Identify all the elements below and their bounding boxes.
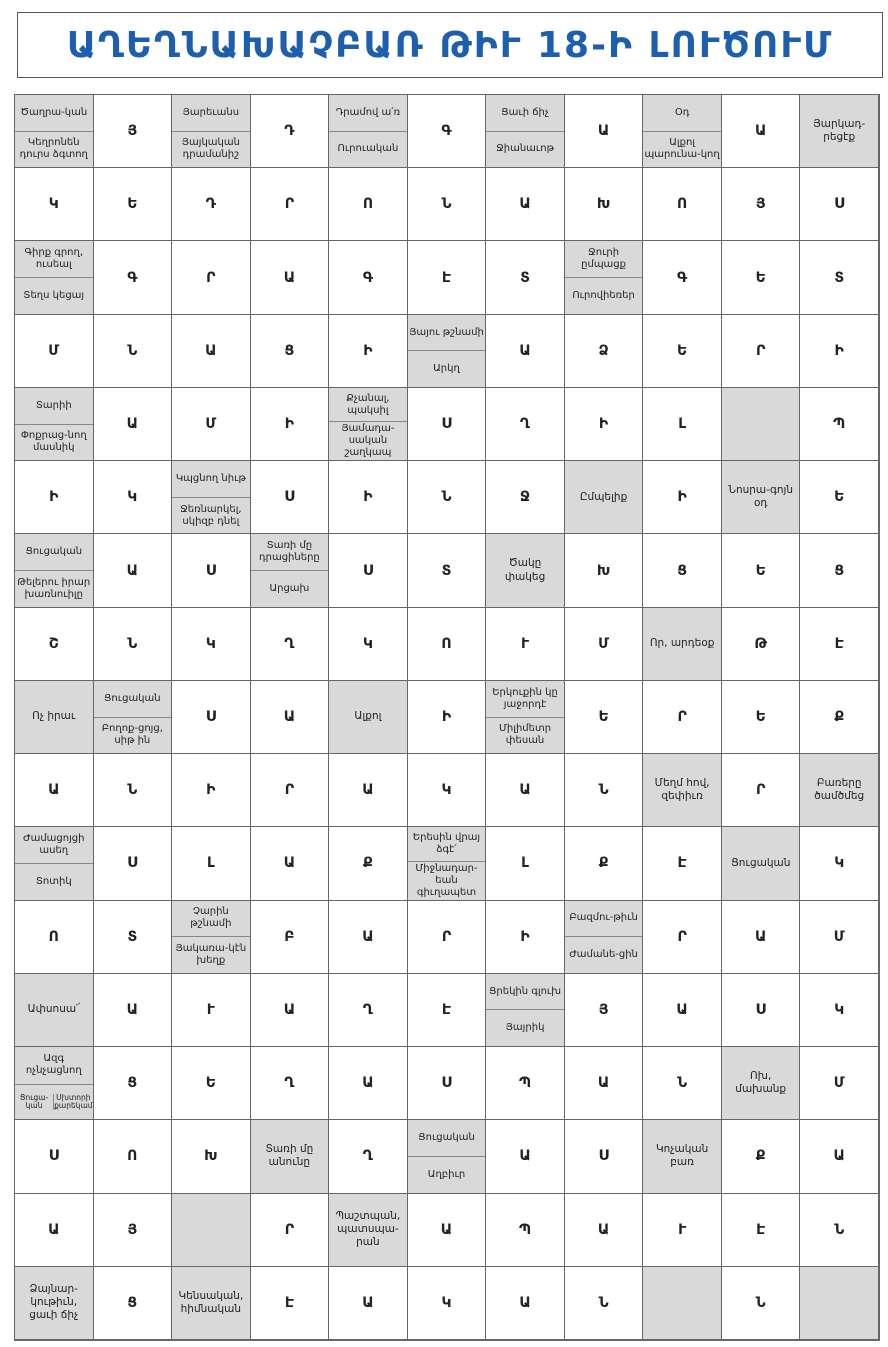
letter-cell: Գ (643, 241, 722, 314)
double-clue-cell (15, 95, 94, 168)
letter-cell: Ք (329, 827, 408, 900)
letter-cell: Տ (486, 241, 565, 314)
clue-bottom: Ժամանե-ցին (569, 949, 638, 961)
clue-bottom: Ջիանաւոթ (496, 143, 554, 155)
letter-cell: Ա (408, 1194, 487, 1267)
letter-cell: Ա (329, 754, 408, 827)
clue-top: Երեսին վրայ ձգէ՛ (408, 827, 486, 861)
clue-top: Ցուցական (15, 534, 93, 571)
letter-cell: Ի (565, 388, 644, 461)
letter-cell: Ա (251, 974, 330, 1047)
letter-cell: Ք (722, 1120, 801, 1193)
letter-cell: Ի (329, 461, 408, 534)
letter-cell: Մ (800, 901, 879, 974)
letter-cell: Լ (486, 827, 565, 900)
letter-cell: Ց (94, 1267, 173, 1340)
clue-top: Յարեւանս (172, 95, 250, 132)
letter-cell: Ր (722, 315, 801, 388)
double-clue-cell (408, 315, 487, 388)
clue-cell: Ալքոլ (329, 681, 408, 754)
letter-cell: Ջ (486, 461, 565, 534)
letter-cell: Յ (94, 95, 173, 168)
clue-bottom: Ջեռնարկել, սկիզբ դնել (180, 503, 242, 527)
letter-cell: Մ (800, 1047, 879, 1120)
letter-cell: Ե (722, 534, 801, 607)
letter-cell: Ղ (251, 1047, 330, 1120)
letter-cell: Ա (486, 315, 565, 388)
double-clue-cell (172, 95, 251, 168)
letter-cell: Ա (329, 1267, 408, 1340)
clue-bottom: Թելերու իրար խառնուիլը (17, 576, 91, 600)
letter-cell: Մ (565, 608, 644, 681)
clue-top: Տարիի (15, 388, 93, 425)
clue-bottom-right: Սխտորի քարեկամ (54, 1092, 93, 1110)
letter-cell: Ի (408, 681, 487, 754)
double-clue-cell (329, 388, 408, 461)
title-box (17, 12, 883, 78)
letter-cell: Ղ (486, 388, 565, 461)
clue-top: Յայու թշնամի (408, 315, 486, 352)
letter-cell: Է (408, 241, 487, 314)
letter-cell: Ի (172, 754, 251, 827)
clue-top: Չարին թշնամի (172, 901, 250, 938)
letter-cell: Լ (643, 388, 722, 461)
letter-cell: Ձ (565, 315, 644, 388)
clue-top: Երկուքին կը յաջորդէ (486, 681, 564, 718)
letter-cell: Ա (722, 901, 801, 974)
letter-cell: Ե (643, 315, 722, 388)
double-clue-cell (94, 681, 173, 754)
double-clue-cell (15, 388, 94, 461)
letter-cell: Ս (408, 1047, 487, 1120)
clue-bottom: Ալքոլ պարունա-կող (644, 137, 720, 161)
clue-bottom: Բողոք-ցոյց, սիթ ին (101, 723, 163, 747)
clue-bottom: Կեղրոնեն դուրս ձգտող (19, 137, 88, 161)
letter-cell: Ա (565, 1047, 644, 1120)
letter-cell: Ս (722, 974, 801, 1047)
letter-cell: Ր (643, 681, 722, 754)
letter-cell: Յ (722, 168, 801, 241)
clue-cell: Կոչական բառ (643, 1120, 722, 1193)
double-clue-cell (251, 534, 330, 607)
clue-bottom: Ուրուական (337, 143, 399, 155)
letter-cell: Խ (172, 1120, 251, 1193)
letter-cell: Շ (15, 608, 94, 681)
clue-cell: Բառերը ծամծմեց (800, 754, 879, 827)
letter-cell: Պ (486, 1047, 565, 1120)
letter-cell: Ի (800, 315, 879, 388)
letter-cell: Ա (94, 974, 173, 1047)
letter-cell: Ա (486, 754, 565, 827)
letter-cell: Ա (486, 168, 565, 241)
clue-cell: Ոչ իրաւ (15, 681, 94, 754)
clue-top: Ցաւի ճիչ (486, 95, 564, 132)
clue-top: Ծաղրա-կան (15, 95, 93, 132)
letter-cell: Ն (94, 315, 173, 388)
letter-cell: Ե (172, 1047, 251, 1120)
double-clue-cell (486, 681, 565, 754)
clue-top: Գիրք գրող, ուսեալ (15, 241, 93, 278)
letter-cell: Գ (408, 95, 487, 168)
letter-cell: Գ (94, 241, 173, 314)
letter-cell: Կ (800, 974, 879, 1047)
clue-cell: Մեղմ հով, զեփիւռ (643, 754, 722, 827)
letter-cell: Կ (94, 461, 173, 534)
clue-top: Ժամացոյցի ասեղ (15, 827, 93, 864)
double-clue-cell (565, 901, 644, 974)
letter-cell: Ա (800, 1120, 879, 1193)
clue-bottom: Արկղ (433, 363, 460, 375)
letter-cell: Դ (172, 168, 251, 241)
letter-cell: Ք (800, 681, 879, 754)
clue-bottom: Տոտիկ (35, 875, 72, 887)
letter-cell: Ե (800, 461, 879, 534)
double-clue-cell (329, 95, 408, 168)
clue-cell: Ափսոսա՜ (15, 974, 94, 1047)
clue-bottom: Յակառա-կէն խեղք (175, 943, 247, 967)
double-clue-cell (172, 461, 251, 534)
letter-cell: Գ (329, 241, 408, 314)
letter-cell: Ր (643, 901, 722, 974)
clue-cell: Ըմպելիք (565, 461, 644, 534)
letter-cell: Ա (15, 1194, 94, 1267)
letter-cell: Ս (172, 534, 251, 607)
letter-cell: Ս (565, 1120, 644, 1193)
letter-cell: Ի (643, 461, 722, 534)
letter-cell: Տ (408, 534, 487, 607)
letter-cell: Թ (722, 608, 801, 681)
letter-cell: Ո (94, 1120, 173, 1193)
letter-cell: Տ (800, 241, 879, 314)
clue-bottom: Միջնադար-եան գիւղապետ (415, 862, 478, 898)
clue-top: Տառի մը դրացիները (251, 534, 329, 571)
letter-cell: Մ (172, 388, 251, 461)
clue-cell: Որ, արդեօք (643, 608, 722, 681)
letter-cell: Ս (329, 534, 408, 607)
letter-cell: Ւ (486, 608, 565, 681)
letter-cell: Ա (94, 534, 173, 607)
clue-top: Ցրեկին գլուխ (486, 974, 564, 1011)
letter-cell: Ք (565, 827, 644, 900)
clue-top: Բազմու-թիւն (565, 901, 643, 938)
letter-cell: Ա (329, 901, 408, 974)
letter-cell: Տ (94, 901, 173, 974)
letter-cell: Ա (94, 388, 173, 461)
letter-cell: Ն (408, 461, 487, 534)
letter-cell: Մ (15, 315, 94, 388)
letter-cell: Ե (722, 681, 801, 754)
letter-cell: Բ (251, 901, 330, 974)
letter-cell: Ս (800, 168, 879, 241)
letter-cell: Լ (172, 827, 251, 900)
letter-cell: Ն (643, 1047, 722, 1120)
letter-cell: Ս (251, 461, 330, 534)
clue-bottom: Միլիմետր փեսան (499, 723, 552, 747)
letter-cell: Ւ (172, 974, 251, 1047)
clue-bottom: Տեղս կեցայ (23, 289, 85, 301)
double-clue-cell (15, 534, 94, 607)
clue-top: Ջուրի ըմպացք (565, 241, 643, 278)
double-clue-cell (408, 1120, 487, 1193)
letter-cell: Կ (800, 827, 879, 900)
letter-cell: Ր (722, 754, 801, 827)
clue-cell: Պաշտպան, պատսպա-րան (329, 1194, 408, 1267)
letter-cell: Յ (565, 974, 644, 1047)
letter-cell: Է (251, 1267, 330, 1340)
clue-bottom: Արցախ (269, 582, 310, 594)
clue-bottom: Աղբիւր (427, 1168, 466, 1180)
clue-bottom: Յամադա-սական շաղկապ (341, 423, 395, 459)
letter-cell: Ի (486, 901, 565, 974)
clue-bottom: Ուրովիեռեր (572, 289, 635, 301)
clue-cell: Ծակը փակեց (486, 534, 565, 607)
letter-cell: Ր (408, 901, 487, 974)
letter-cell: Ա (486, 1267, 565, 1340)
clue-bottom-left: Ցուցա-կան (15, 1094, 54, 1111)
clue-cell: Նոսրա-գոյն օդ (722, 461, 801, 534)
letter-cell: Ս (94, 827, 173, 900)
letter-cell: Ա (643, 974, 722, 1047)
clue-top: Ցուցական (94, 681, 172, 718)
letter-cell: Ի (329, 315, 408, 388)
letter-cell: Ն (565, 1267, 644, 1340)
letter-cell: Ա (486, 1120, 565, 1193)
letter-cell: Կ (329, 608, 408, 681)
letter-cell: Ո (15, 901, 94, 974)
letter-cell: Է (643, 827, 722, 900)
double-clue-cell (486, 95, 565, 168)
letter-cell: Ր (251, 168, 330, 241)
double-clue-cell (172, 901, 251, 974)
crossword-grid (14, 94, 880, 1341)
double-clue-cell (643, 95, 722, 168)
letter-cell: Ս (15, 1120, 94, 1193)
letter-cell: Ս (172, 681, 251, 754)
letter-cell: Է (800, 608, 879, 681)
clue-top: Ցուցական (408, 1120, 486, 1157)
letter-cell: Պ (800, 388, 879, 461)
letter-cell: Ո (329, 168, 408, 241)
letter-cell: Ղ (329, 1120, 408, 1193)
letter-cell: Դ (251, 95, 330, 168)
double-clue-cell (565, 241, 644, 314)
letter-cell: Ա (565, 95, 644, 168)
letter-cell: Ր (251, 1194, 330, 1267)
letter-cell: Ա (15, 754, 94, 827)
clue-top: Օդ (643, 95, 721, 132)
letter-cell: Ո (408, 608, 487, 681)
page-title: ԱՂԵՂՆԱԽԱՉԲԱՌ ԹԻՒ 18-Ի ԼՈՒԾՈՒՄ (66, 24, 834, 66)
letter-cell: Ի (15, 461, 94, 534)
letter-cell: Ր (172, 241, 251, 314)
letter-cell: Կ (408, 754, 487, 827)
split-clue-cell (15, 1047, 94, 1120)
letter-cell: Ւ (643, 1194, 722, 1267)
clue-top: Դրամով ա՛ռ (329, 95, 407, 132)
clue-top: Կպցնող նիւթ (172, 461, 250, 498)
letter-cell: Ց (643, 534, 722, 607)
letter-cell: Ն (800, 1194, 879, 1267)
clue-bottom: Յայրիկ (505, 1022, 545, 1034)
letter-cell: Պ (486, 1194, 565, 1267)
letter-cell: Ց (251, 315, 330, 388)
clue-cell: Կենսական, հիմնական (172, 1267, 251, 1340)
blank-cell (172, 1194, 251, 1267)
letter-cell: Ի (251, 388, 330, 461)
letter-cell: Ն (722, 1267, 801, 1340)
letter-cell: Կ (15, 168, 94, 241)
clue-bottom: Փոքրաց-նող մասնիկ (20, 430, 87, 454)
blank-cell (722, 388, 801, 461)
letter-cell: Ա (172, 315, 251, 388)
double-clue-cell (15, 827, 94, 900)
letter-cell: Ե (565, 681, 644, 754)
double-clue-cell (15, 241, 94, 314)
clue-top: Քչանալ, պակսիլ (329, 388, 407, 422)
double-clue-cell (486, 974, 565, 1047)
letter-cell: Ա (329, 1047, 408, 1120)
clue-cell: Ձայնար-կութիւն, ցաւի ճիչ (15, 1267, 94, 1340)
letter-cell: Ն (408, 168, 487, 241)
letter-cell: Ն (94, 608, 173, 681)
letter-cell: Յ (94, 1194, 173, 1267)
letter-cell: Ա (722, 95, 801, 168)
letter-cell: Կ (172, 608, 251, 681)
letter-cell: Է (408, 974, 487, 1047)
letter-cell: Ե (94, 168, 173, 241)
letter-cell: Ա (251, 241, 330, 314)
letter-cell: Կ (408, 1267, 487, 1340)
letter-cell: Ա (251, 681, 330, 754)
letter-cell: Ա (565, 1194, 644, 1267)
letter-cell: Ա (251, 827, 330, 900)
letter-cell: Խ (565, 168, 644, 241)
letter-cell: Ն (94, 754, 173, 827)
letter-cell: Ց (800, 534, 879, 607)
clue-cell: Տառի մը անունը (251, 1120, 330, 1193)
clue-cell: Ոխ, մախանք (722, 1047, 801, 1120)
clue-bottom: Յայկական դրամանիշ (181, 137, 240, 161)
clue-cell: Յարկադ-րեցէք (800, 95, 879, 168)
double-clue-cell (408, 827, 487, 900)
letter-cell: Ս (408, 388, 487, 461)
blank-cell (643, 1267, 722, 1340)
letter-cell: Ղ (251, 608, 330, 681)
letter-cell: Ն (565, 754, 644, 827)
letter-cell: Ր (251, 754, 330, 827)
letter-cell: Ե (722, 241, 801, 314)
letter-cell: Է (722, 1194, 801, 1267)
blank-cell (800, 1267, 879, 1340)
letter-cell: Ո (643, 168, 722, 241)
letter-cell: Խ (565, 534, 644, 607)
clue-top: Ազգ ոչնչացնող (15, 1047, 93, 1085)
letter-cell: Ց (94, 1047, 173, 1120)
clue-cell: Ցուցական (722, 827, 801, 900)
letter-cell: Ղ (329, 974, 408, 1047)
